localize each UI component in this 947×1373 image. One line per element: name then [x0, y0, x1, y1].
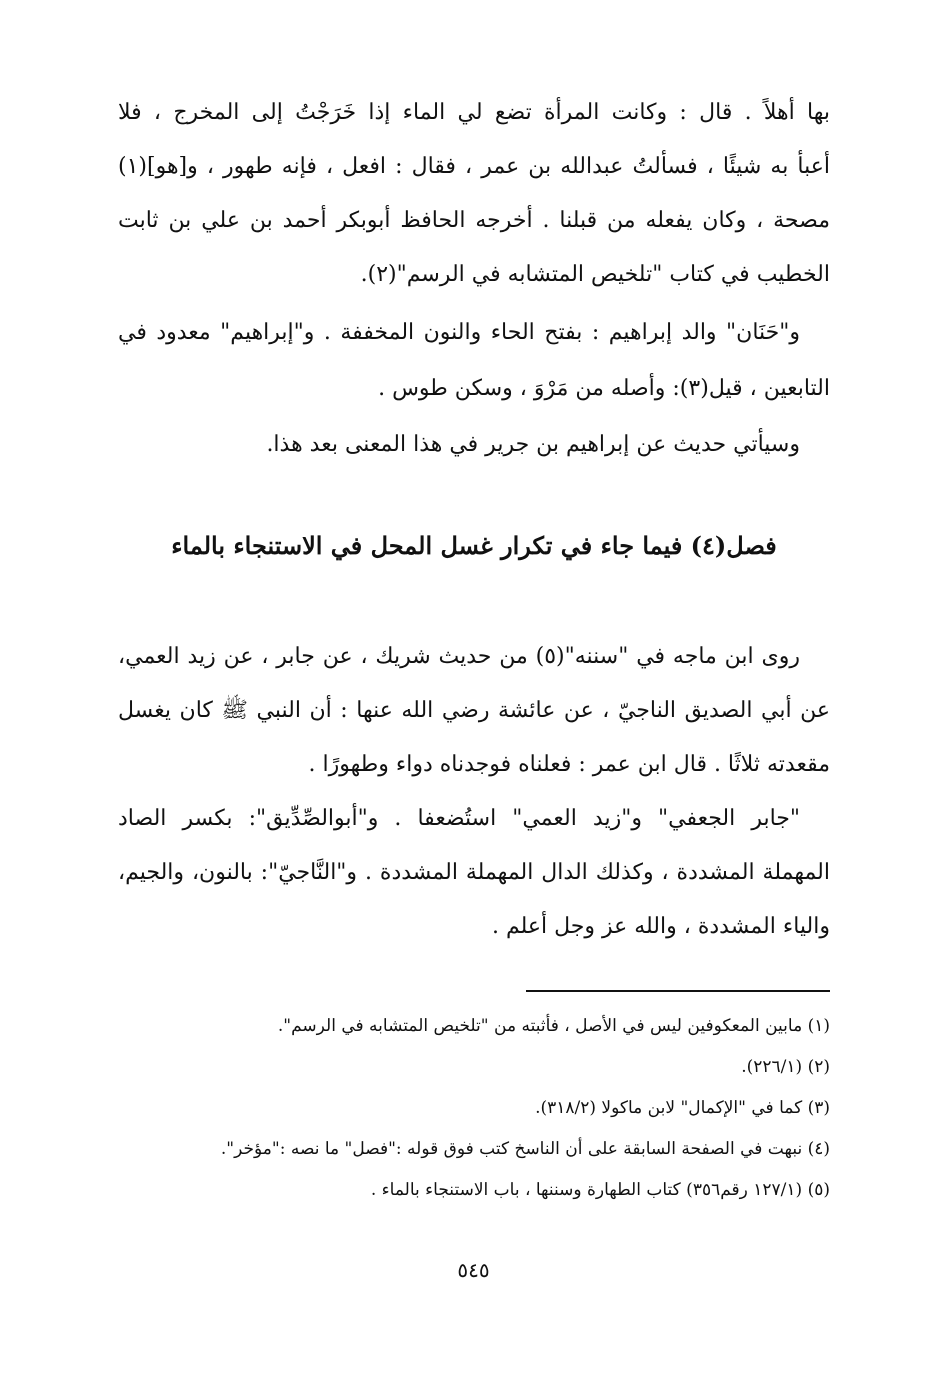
footnote: (٥) (١٢٧/١ رقم٣٥٦) كتاب الطهارة وسننها ، باب الاستنجاء بالماء .	[370, 1180, 830, 1200]
footnote: (١) مابين المعكوفين ليس في الأصل ، فأثبته من "تلخيص المتشابه في الرسم".	[277, 1016, 830, 1036]
footnotes	[118, 1006, 830, 1211]
text-line: روى ابن ماجه في "سننه"(٥) من حديث شريك ، عن جابر ، عن زيد العمي،	[118, 644, 800, 669]
text-line: بها أهلاً . قال : وكانت المرأة تضع لي الماء إذا خَرَجْتُ إلى المخرج ، فلا	[118, 100, 830, 125]
text-line: عن أبي الصديق الناجيّ ، عن عائشة رضي الله عنها : أن النبي ﷺ كان يغسل	[118, 698, 830, 723]
footnote: (٣) كما في "الإكمال" لابن ماكولا (٣١٨/٢).	[535, 1098, 830, 1118]
text-line: "جابر الجعفي" و"زيد العمي" استُضعفا . و"أبوالصِّدِّيق": بكسر الصاد	[118, 806, 800, 831]
paragraph-block-1	[118, 86, 830, 302]
text-line: والياء المشددة ، والله عز وجل أعلم .	[491, 914, 830, 939]
footnote-divider	[526, 990, 830, 992]
text-line: وسيأتي حديث عن إبراهيم بن جرير في هذا المعنى بعد هذا.	[266, 432, 800, 457]
text-line: مصحة ، وكان يفعله من قبلنا . أخرجه الحافظ أبوبكر أحمد بن علي بن ثابت	[118, 208, 830, 233]
text-line: التابعين ، قيل(٣): وأصله من مَرْوَ ، وسكن طوس .	[378, 376, 830, 401]
section-heading: فصل(٤) فيما جاء في تكرار غسل المحل في الاستنجاء بالماء	[171, 531, 777, 560]
text-line: الخطيب في كتاب "تلخيص المتشابه في الرسم"(٢).	[360, 262, 830, 287]
footnote: (٢) (٢٢٦/١).	[741, 1057, 830, 1077]
footnote: (٤) نبهت في الصفحة السابقة على أن الناسخ كتب فوق قوله :"فصل" ما نصه :"مؤخر".	[220, 1139, 830, 1159]
text-line: مقعدته ثلاثًا . قال ابن عمر : فعلناه فوجدناه دواء وطهورًا .	[308, 752, 830, 777]
page-number: ٥٤٥	[457, 1258, 490, 1282]
paragraph-block-2	[118, 305, 830, 473]
paragraph-block-3	[118, 630, 830, 954]
text-line: و"حَنَان" والد إبراهيم : بفتح الحاء والنون المخففة . و"إبراهيم" معدود في	[118, 320, 800, 345]
text-line: أعبأ به شيئًا ، فسألتُ عبدالله بن عمر ، فقال : افعل ، فإنه طهور ، و[هو](١)	[118, 154, 830, 179]
text-line: المهملة المشددة ، وكذلك الدال المهملة المشددة . و"النَّاجيّ": بالنون، والجيم،	[118, 860, 830, 885]
